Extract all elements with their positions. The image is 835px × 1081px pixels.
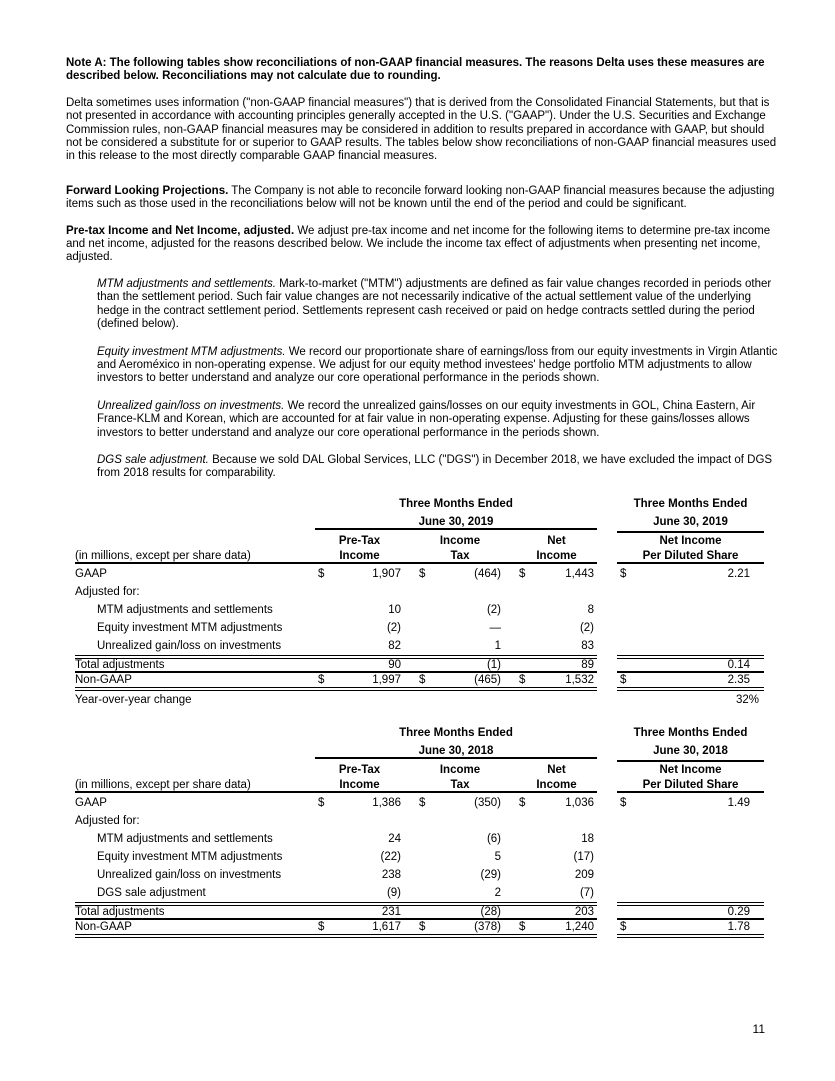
col-header-incometax-1: Income bbox=[439, 534, 481, 547]
cell-value: 1,997 bbox=[372, 673, 401, 686]
row-label: Total adjustments bbox=[75, 658, 165, 671]
paragraph-mtm-definition bbox=[97, 278, 778, 332]
column-header-row-1 bbox=[75, 762, 764, 778]
paragraph-intro: Delta sometimes uses information ("non-GAAP financial measures") that is derived from the Consolidated Financial Statements, but that is not presented in accordance with accounting principles generally accepted in the U.S. ("GAAP"). Under the U.S. Securities and Exchange Commission rules, non-GAAP financial measures may be considered in addition to results prepared in accordance with GAAP, but should not be considered a substitute for or superior to GAAP results. The tables below show reconciliations of non-GAAP financial measures used in this release to the most directly comparable GAAP financial measures. bbox=[66, 96, 777, 163]
dollar-sign: $ bbox=[318, 920, 325, 933]
equity-mtm-definition-lead: Equity investment MTM adjustments. bbox=[97, 345, 286, 358]
cell-value: (465) bbox=[474, 673, 501, 686]
period-title: Three Months Ended bbox=[399, 727, 513, 740]
pretax-income-lead: Pre-tax Income and Net Income, adjusted. bbox=[66, 224, 295, 237]
cell-value: 0.29 bbox=[727, 905, 750, 918]
cell-value: (22) bbox=[380, 850, 401, 863]
period-header-row bbox=[75, 724, 764, 743]
cell-value: 24 bbox=[388, 832, 401, 845]
cell-value: (378) bbox=[474, 920, 501, 933]
paragraph-unrealized-definition bbox=[97, 400, 778, 440]
cell-value: 1,443 bbox=[565, 567, 594, 580]
row-label: Adjusted for: bbox=[75, 814, 140, 827]
dollar-sign: $ bbox=[620, 920, 627, 933]
table-row-mtm bbox=[75, 830, 764, 848]
period-date-row bbox=[75, 743, 764, 762]
col-header-netincome-2: Income bbox=[536, 778, 577, 791]
cell-value: 89 bbox=[581, 658, 594, 671]
col-header-netincome-1: Net bbox=[547, 534, 566, 547]
period-date-row bbox=[75, 514, 764, 533]
dollar-sign: $ bbox=[519, 673, 526, 686]
row-label: DGS sale adjustment bbox=[97, 886, 206, 899]
dollar-sign: $ bbox=[519, 920, 526, 933]
dollar-sign: $ bbox=[419, 920, 426, 933]
cell-value: (29) bbox=[480, 868, 501, 881]
cell-value: 1,532 bbox=[565, 673, 594, 686]
paragraph-forward-looking bbox=[66, 185, 778, 212]
period-title: Three Months Ended bbox=[399, 498, 513, 511]
col-header-perdiluted-1: Net Income bbox=[659, 534, 722, 547]
cell-value: (28) bbox=[480, 905, 501, 918]
forward-looking-lead: Forward Looking Projections. bbox=[66, 184, 229, 197]
column-header-row-2 bbox=[75, 549, 764, 565]
row-label: Non-GAAP bbox=[75, 920, 132, 933]
cell-value: 1 bbox=[494, 639, 501, 652]
period-date-right: June 30, 2019 bbox=[617, 514, 764, 533]
row-label: Equity investment MTM adjustments bbox=[97, 850, 283, 863]
cell-value: 1.78 bbox=[727, 920, 750, 933]
row-label: Unrealized gain/loss on investments bbox=[97, 868, 282, 881]
period-title-right: Three Months Ended bbox=[633, 726, 748, 739]
dollar-sign: $ bbox=[620, 796, 627, 809]
dollar-sign: $ bbox=[318, 567, 325, 580]
dgs-definition-body: Because we sold DAL Global Services, LLC ("DGS") in December 2018, we have excluded the impact of DGS from 2018 results for comparability. bbox=[97, 453, 773, 480]
cell-value: 238 bbox=[381, 868, 401, 881]
cell-value: (17) bbox=[573, 850, 594, 863]
dollar-sign: $ bbox=[419, 567, 426, 580]
col-header-netincome-2: Income bbox=[536, 549, 577, 562]
unrealized-definition-lead: Unrealized gain/loss on investments. bbox=[97, 399, 285, 412]
cell-value: 2.21 bbox=[727, 567, 750, 580]
cell-value: (6) bbox=[486, 832, 501, 845]
col-header-pretax-1: Pre-Tax bbox=[338, 763, 381, 776]
col-header-perdiluted-1: Net Income bbox=[659, 763, 722, 776]
table-row-gaap bbox=[75, 794, 764, 812]
cell-value: 1,907 bbox=[372, 567, 401, 580]
cell-value: 1,036 bbox=[565, 796, 594, 809]
dgs-definition-lead: DGS sale adjustment. bbox=[97, 453, 209, 466]
cell-value: 203 bbox=[574, 905, 594, 918]
row-label: Non-GAAP bbox=[75, 673, 132, 686]
row-label: GAAP bbox=[75, 567, 107, 580]
cell-value: (7) bbox=[579, 886, 594, 899]
table-row-total-adjustments bbox=[75, 655, 764, 673]
cell-value: 0.14 bbox=[727, 658, 750, 671]
cell-value: (2) bbox=[386, 621, 401, 634]
cell-value: 82 bbox=[388, 639, 401, 652]
dollar-sign: $ bbox=[318, 673, 325, 686]
col-header-incometax-1: Income bbox=[439, 763, 481, 776]
table-row-dgs bbox=[75, 884, 764, 902]
row-label: GAAP bbox=[75, 796, 107, 809]
cell-value: 1,617 bbox=[372, 920, 401, 933]
dollar-sign: $ bbox=[419, 673, 426, 686]
table-row-gaap bbox=[75, 565, 764, 583]
dollar-sign: $ bbox=[318, 796, 325, 809]
cell-value: 1,386 bbox=[372, 796, 401, 809]
table-row-equity-mtm bbox=[75, 619, 764, 637]
cell-value: 1,240 bbox=[565, 920, 594, 933]
col-header-perdiluted-2: Per Diluted Share bbox=[617, 550, 764, 564]
column-header-row-2 bbox=[75, 778, 764, 794]
cell-value: 209 bbox=[574, 868, 594, 881]
dollar-sign: $ bbox=[519, 567, 526, 580]
column-header-row-1 bbox=[75, 533, 764, 549]
table-row-mtm bbox=[75, 601, 764, 619]
dollar-sign: $ bbox=[620, 673, 627, 686]
cell-value: 83 bbox=[581, 639, 594, 652]
cell-value: 231 bbox=[381, 905, 401, 918]
row-label: Adjusted for: bbox=[75, 585, 140, 598]
pretax-income-body: We adjust pre-tax income and net income for the following items to determine pre-tax income and net income, adjusted for the reasons described below. We include the income tax effect of adjustments when presenting net income, adjusted. bbox=[66, 224, 771, 264]
forward-looking-body: The Company is not able to reconcile forward looking non-GAAP financial measures because the adjusting items such as those used in the reconciliations below will not be known until the end of the period and could be significant. bbox=[66, 184, 775, 211]
cell-value: 2.35 bbox=[727, 673, 750, 686]
period-date: June 30, 2018 bbox=[315, 745, 597, 759]
table-row-non-gaap bbox=[75, 920, 764, 938]
col-header-incometax-2: Tax bbox=[450, 778, 470, 791]
dollar-sign: $ bbox=[419, 796, 426, 809]
paragraph-note-a: Note A: The following tables show reconciliations of non-GAAP financial measures. The reasons Delta uses these measures are described below. Reconciliations may not calculate due to rounding. bbox=[66, 57, 765, 83]
col-header-pretax-2: Income bbox=[339, 778, 380, 791]
table-row-non-gaap bbox=[75, 673, 764, 691]
cell-value: (1) bbox=[486, 658, 501, 671]
units-label: (in millions, except per share data) bbox=[75, 549, 251, 562]
table-row-adjusted-for bbox=[75, 583, 764, 601]
period-title-right: Three Months Ended bbox=[633, 497, 748, 510]
cell-value: — bbox=[489, 621, 501, 634]
reconciliation-table-2019 bbox=[75, 495, 764, 709]
row-label: MTM adjustments and settlements bbox=[97, 832, 273, 845]
cell-value: 2 bbox=[494, 886, 501, 899]
col-header-pretax-2: Income bbox=[339, 549, 380, 562]
cell-value: 8 bbox=[587, 603, 594, 616]
row-label: Equity investment MTM adjustments bbox=[97, 621, 283, 634]
cell-value: (350) bbox=[474, 796, 501, 809]
row-label: Total adjustments bbox=[75, 905, 165, 918]
cell-value: (2) bbox=[579, 621, 594, 634]
period-date-right: June 30, 2018 bbox=[617, 743, 764, 762]
units-label: (in millions, except per share data) bbox=[75, 778, 251, 791]
equity-mtm-definition-body: We record our proportionate share of earnings/loss from our equity investments in Virgin Atlantic and Aeroméxico in non-operating expense. We adjust for our equity method investees' hedge portfolio MTM adjustments to allow investors to better understand and analyze our core operational performance in the periods shown. bbox=[97, 345, 778, 385]
paragraph-dgs-definition bbox=[97, 454, 778, 481]
cell-value: 32% bbox=[735, 693, 759, 706]
cell-value: 1.49 bbox=[727, 796, 750, 809]
dollar-sign: $ bbox=[620, 567, 627, 580]
cell-value: 90 bbox=[388, 658, 401, 671]
col-header-incometax-2: Tax bbox=[450, 549, 470, 562]
period-date: June 30, 2019 bbox=[315, 516, 597, 530]
table-row-unrealized bbox=[75, 637, 764, 655]
cell-value: (464) bbox=[474, 567, 501, 580]
table-row-total-adjustments bbox=[75, 902, 764, 920]
row-label: Year-over-year change bbox=[75, 693, 192, 706]
mtm-definition-body: Mark-to-market ("MTM") adjustments are defined as fair value changes recorded in periods other than the settlement period. Such fair value changes are not necessarily indicative of the actual settlement value of the underlying hedge in the contract settlement period. Settlements represent cash received or paid on hedge contracts settled during the period (defined below). bbox=[97, 277, 772, 331]
reconciliation-table-2018 bbox=[75, 724, 764, 938]
table-row-unrealized bbox=[75, 866, 764, 884]
page-number: 11 bbox=[752, 1022, 765, 1036]
dollar-sign: $ bbox=[519, 796, 526, 809]
cell-value: (9) bbox=[386, 886, 401, 899]
col-header-netincome-1: Net bbox=[547, 763, 566, 776]
unrealized-definition-body: We record the unrealized gains/losses on our equity investments in GOL, China Eastern, Air France-KLM and Korean, which are accounted for at fair value in non-operating expense. Adjusting for these gains/losses allows investors to better understand and analyze our core operational performance in the periods shown. bbox=[97, 399, 756, 439]
row-label: Unrealized gain/loss on investments bbox=[97, 639, 282, 652]
table-row-adjusted-for bbox=[75, 812, 764, 830]
table-row-equity-mtm bbox=[75, 848, 764, 866]
row-label: MTM adjustments and settlements bbox=[97, 603, 273, 616]
cell-value: 18 bbox=[581, 832, 594, 845]
table-row-yoy-change bbox=[75, 691, 764, 709]
col-header-perdiluted-2: Per Diluted Share bbox=[617, 779, 764, 793]
col-header-pretax-1: Pre-Tax bbox=[338, 534, 381, 547]
cell-value: 10 bbox=[388, 603, 401, 616]
mtm-definition-lead: MTM adjustments and settlements. bbox=[97, 277, 276, 290]
cell-value: 5 bbox=[494, 850, 501, 863]
paragraph-equity-mtm-definition bbox=[97, 346, 778, 386]
paragraph-pretax-income bbox=[66, 225, 778, 265]
cell-value: (2) bbox=[486, 603, 501, 616]
period-header-row bbox=[75, 495, 764, 514]
